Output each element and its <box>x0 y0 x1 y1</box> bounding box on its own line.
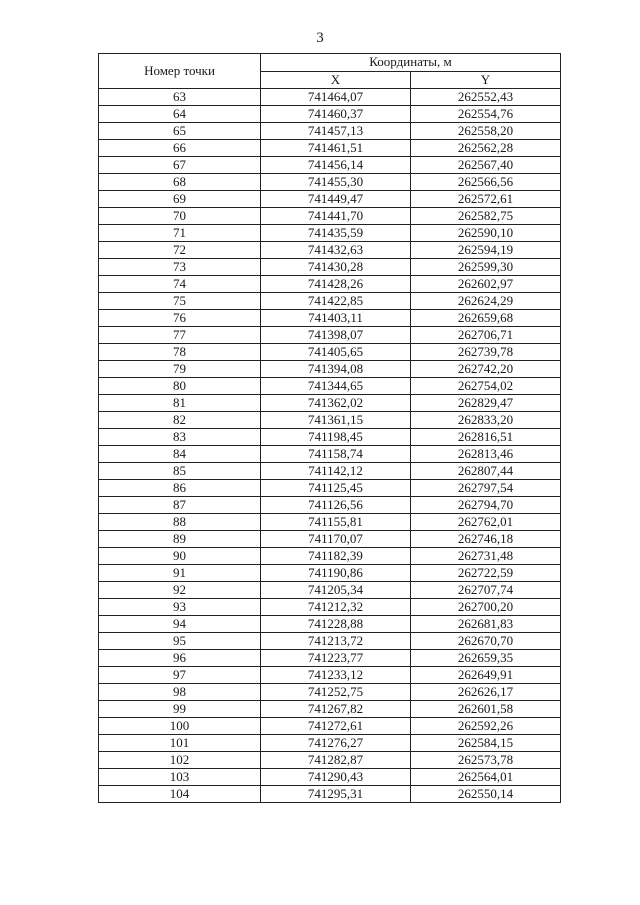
cell-x: 741441,70 <box>261 208 411 225</box>
cell-x: 741170,07 <box>261 531 411 548</box>
cell-x: 741428,26 <box>261 276 411 293</box>
table-row <box>99 157 561 174</box>
header-point-number: Номер точки <box>99 54 261 89</box>
cell-y: 262554,76 <box>411 106 561 123</box>
cell-x: 741405,65 <box>261 344 411 361</box>
table-row <box>99 242 561 259</box>
cell-point-number: 73 <box>99 259 261 276</box>
cell-y: 262550,14 <box>411 786 561 803</box>
cell-x: 741142,12 <box>261 463 411 480</box>
cell-point-number: 101 <box>99 735 261 752</box>
cell-point-number: 84 <box>99 446 261 463</box>
cell-y: 262649,91 <box>411 667 561 684</box>
cell-x: 741213,72 <box>261 633 411 650</box>
cell-y: 262706,71 <box>411 327 561 344</box>
cell-y: 262722,59 <box>411 565 561 582</box>
cell-point-number: 89 <box>99 531 261 548</box>
cell-point-number: 66 <box>99 140 261 157</box>
cell-x: 741457,13 <box>261 123 411 140</box>
table-row <box>99 684 561 701</box>
cell-y: 262731,48 <box>411 548 561 565</box>
cell-y: 262813,46 <box>411 446 561 463</box>
table-row <box>99 463 561 480</box>
cell-point-number: 79 <box>99 361 261 378</box>
page-number: 3 <box>316 30 324 46</box>
cell-point-number: 68 <box>99 174 261 191</box>
cell-point-number: 85 <box>99 463 261 480</box>
table-row <box>99 582 561 599</box>
cell-y: 262599,30 <box>411 259 561 276</box>
table-row <box>99 633 561 650</box>
table-row <box>99 327 561 344</box>
cell-x: 741460,37 <box>261 106 411 123</box>
cell-point-number: 80 <box>99 378 261 395</box>
cell-x: 741155,81 <box>261 514 411 531</box>
table-row <box>99 140 561 157</box>
table-row <box>99 174 561 191</box>
cell-x: 741252,75 <box>261 684 411 701</box>
cell-point-number: 102 <box>99 752 261 769</box>
cell-y: 262797,54 <box>411 480 561 497</box>
cell-point-number: 92 <box>99 582 261 599</box>
table-row <box>99 106 561 123</box>
table-row <box>99 276 561 293</box>
cell-y: 262707,74 <box>411 582 561 599</box>
table-row <box>99 769 561 786</box>
cell-y: 262762,01 <box>411 514 561 531</box>
cell-point-number: 94 <box>99 616 261 633</box>
cell-y: 262816,51 <box>411 429 561 446</box>
cell-y: 262582,75 <box>411 208 561 225</box>
cell-point-number: 67 <box>99 157 261 174</box>
table-row <box>99 667 561 684</box>
cell-point-number: 97 <box>99 667 261 684</box>
table-row <box>99 735 561 752</box>
cell-point-number: 87 <box>99 497 261 514</box>
cell-x: 741267,82 <box>261 701 411 718</box>
cell-y: 262558,20 <box>411 123 561 140</box>
cell-point-number: 75 <box>99 293 261 310</box>
header-x: X <box>261 71 411 89</box>
cell-x: 741228,88 <box>261 616 411 633</box>
cell-x: 741362,02 <box>261 395 411 412</box>
table-row <box>99 429 561 446</box>
table-row <box>99 701 561 718</box>
cell-point-number: 70 <box>99 208 261 225</box>
cell-point-number: 72 <box>99 242 261 259</box>
cell-x: 741158,74 <box>261 446 411 463</box>
table-row <box>99 446 561 463</box>
table-row <box>99 361 561 378</box>
cell-x: 741182,39 <box>261 548 411 565</box>
cell-x: 741455,30 <box>261 174 411 191</box>
cell-x: 741212,32 <box>261 599 411 616</box>
cell-point-number: 104 <box>99 786 261 803</box>
table-row <box>99 123 561 140</box>
table-row <box>99 718 561 735</box>
table-row <box>99 514 561 531</box>
cell-y: 262670,70 <box>411 633 561 650</box>
cell-point-number: 64 <box>99 106 261 123</box>
cell-y: 262659,35 <box>411 650 561 667</box>
cell-point-number: 88 <box>99 514 261 531</box>
cell-x: 741464,07 <box>261 89 411 106</box>
cell-point-number: 83 <box>99 429 261 446</box>
table-row <box>99 293 561 310</box>
cell-point-number: 82 <box>99 412 261 429</box>
cell-point-number: 77 <box>99 327 261 344</box>
cell-point-number: 78 <box>99 344 261 361</box>
cell-y: 262552,43 <box>411 89 561 106</box>
header-y: Y <box>411 71 561 89</box>
table-row <box>99 786 561 803</box>
cell-y: 262681,83 <box>411 616 561 633</box>
cell-point-number: 86 <box>99 480 261 497</box>
cell-x: 741449,47 <box>261 191 411 208</box>
cell-y: 262700,20 <box>411 599 561 616</box>
cell-y: 262584,15 <box>411 735 561 752</box>
table-header <box>99 54 561 89</box>
cell-y: 262601,58 <box>411 701 561 718</box>
cell-point-number: 100 <box>99 718 261 735</box>
cell-y: 262567,40 <box>411 157 561 174</box>
table-row <box>99 208 561 225</box>
table-row <box>99 259 561 276</box>
table-row <box>99 548 561 565</box>
cell-point-number: 91 <box>99 565 261 582</box>
cell-x: 741126,56 <box>261 497 411 514</box>
cell-y: 262573,78 <box>411 752 561 769</box>
cell-y: 262594,19 <box>411 242 561 259</box>
cell-x: 741290,43 <box>261 769 411 786</box>
cell-x: 741295,31 <box>261 786 411 803</box>
cell-point-number: 95 <box>99 633 261 650</box>
table-row <box>99 344 561 361</box>
table-row <box>99 191 561 208</box>
table-row <box>99 752 561 769</box>
header-coordinates: Координаты, м <box>261 54 561 72</box>
cell-x: 741282,87 <box>261 752 411 769</box>
cell-x: 741125,45 <box>261 480 411 497</box>
cell-y: 262794,70 <box>411 497 561 514</box>
cell-x: 741403,11 <box>261 310 411 327</box>
cell-point-number: 81 <box>99 395 261 412</box>
table-row <box>99 412 561 429</box>
cell-x: 741456,14 <box>261 157 411 174</box>
cell-x: 741233,12 <box>261 667 411 684</box>
cell-x: 741430,28 <box>261 259 411 276</box>
cell-y: 262562,28 <box>411 140 561 157</box>
table-row <box>99 395 561 412</box>
cell-x: 741394,08 <box>261 361 411 378</box>
table-row <box>99 497 561 514</box>
cell-x: 741361,15 <box>261 412 411 429</box>
table-row <box>99 650 561 667</box>
cell-y: 262564,01 <box>411 769 561 786</box>
table-row <box>99 310 561 327</box>
cell-point-number: 99 <box>99 701 261 718</box>
cell-x: 741422,85 <box>261 293 411 310</box>
table-row <box>99 225 561 242</box>
cell-x: 741272,61 <box>261 718 411 735</box>
cell-x: 741276,27 <box>261 735 411 752</box>
cell-y: 262754,02 <box>411 378 561 395</box>
cell-y: 262833,20 <box>411 412 561 429</box>
table-row <box>99 599 561 616</box>
table-row <box>99 378 561 395</box>
cell-x: 741190,86 <box>261 565 411 582</box>
cell-point-number: 63 <box>99 89 261 106</box>
cell-point-number: 93 <box>99 599 261 616</box>
cell-point-number: 76 <box>99 310 261 327</box>
cell-x: 741435,59 <box>261 225 411 242</box>
cell-y: 262626,17 <box>411 684 561 701</box>
cell-point-number: 65 <box>99 123 261 140</box>
cell-y: 262746,18 <box>411 531 561 548</box>
cell-x: 741432,63 <box>261 242 411 259</box>
cell-y: 262590,10 <box>411 225 561 242</box>
cell-x: 741223,77 <box>261 650 411 667</box>
cell-y: 262592,26 <box>411 718 561 735</box>
table-row <box>99 89 561 106</box>
cell-y: 262624,29 <box>411 293 561 310</box>
cell-x: 741344,65 <box>261 378 411 395</box>
table-row <box>99 565 561 582</box>
table-row <box>99 616 561 633</box>
table-row <box>99 531 561 548</box>
cell-y: 262602,97 <box>411 276 561 293</box>
cell-point-number: 98 <box>99 684 261 701</box>
cell-x: 741205,34 <box>261 582 411 599</box>
table-body <box>99 89 561 803</box>
cell-point-number: 90 <box>99 548 261 565</box>
cell-point-number: 103 <box>99 769 261 786</box>
cell-y: 262742,20 <box>411 361 561 378</box>
cell-y: 262659,68 <box>411 310 561 327</box>
cell-y: 262739,78 <box>411 344 561 361</box>
cell-y: 262829,47 <box>411 395 561 412</box>
table-row <box>99 480 561 497</box>
cell-x: 741461,51 <box>261 140 411 157</box>
cell-y: 262572,61 <box>411 191 561 208</box>
cell-point-number: 96 <box>99 650 261 667</box>
cell-y: 262807,44 <box>411 463 561 480</box>
cell-y: 262566,56 <box>411 174 561 191</box>
cell-point-number: 74 <box>99 276 261 293</box>
cell-point-number: 71 <box>99 225 261 242</box>
cell-point-number: 69 <box>99 191 261 208</box>
cell-x: 741198,45 <box>261 429 411 446</box>
coordinates-table <box>98 53 561 803</box>
cell-x: 741398,07 <box>261 327 411 344</box>
